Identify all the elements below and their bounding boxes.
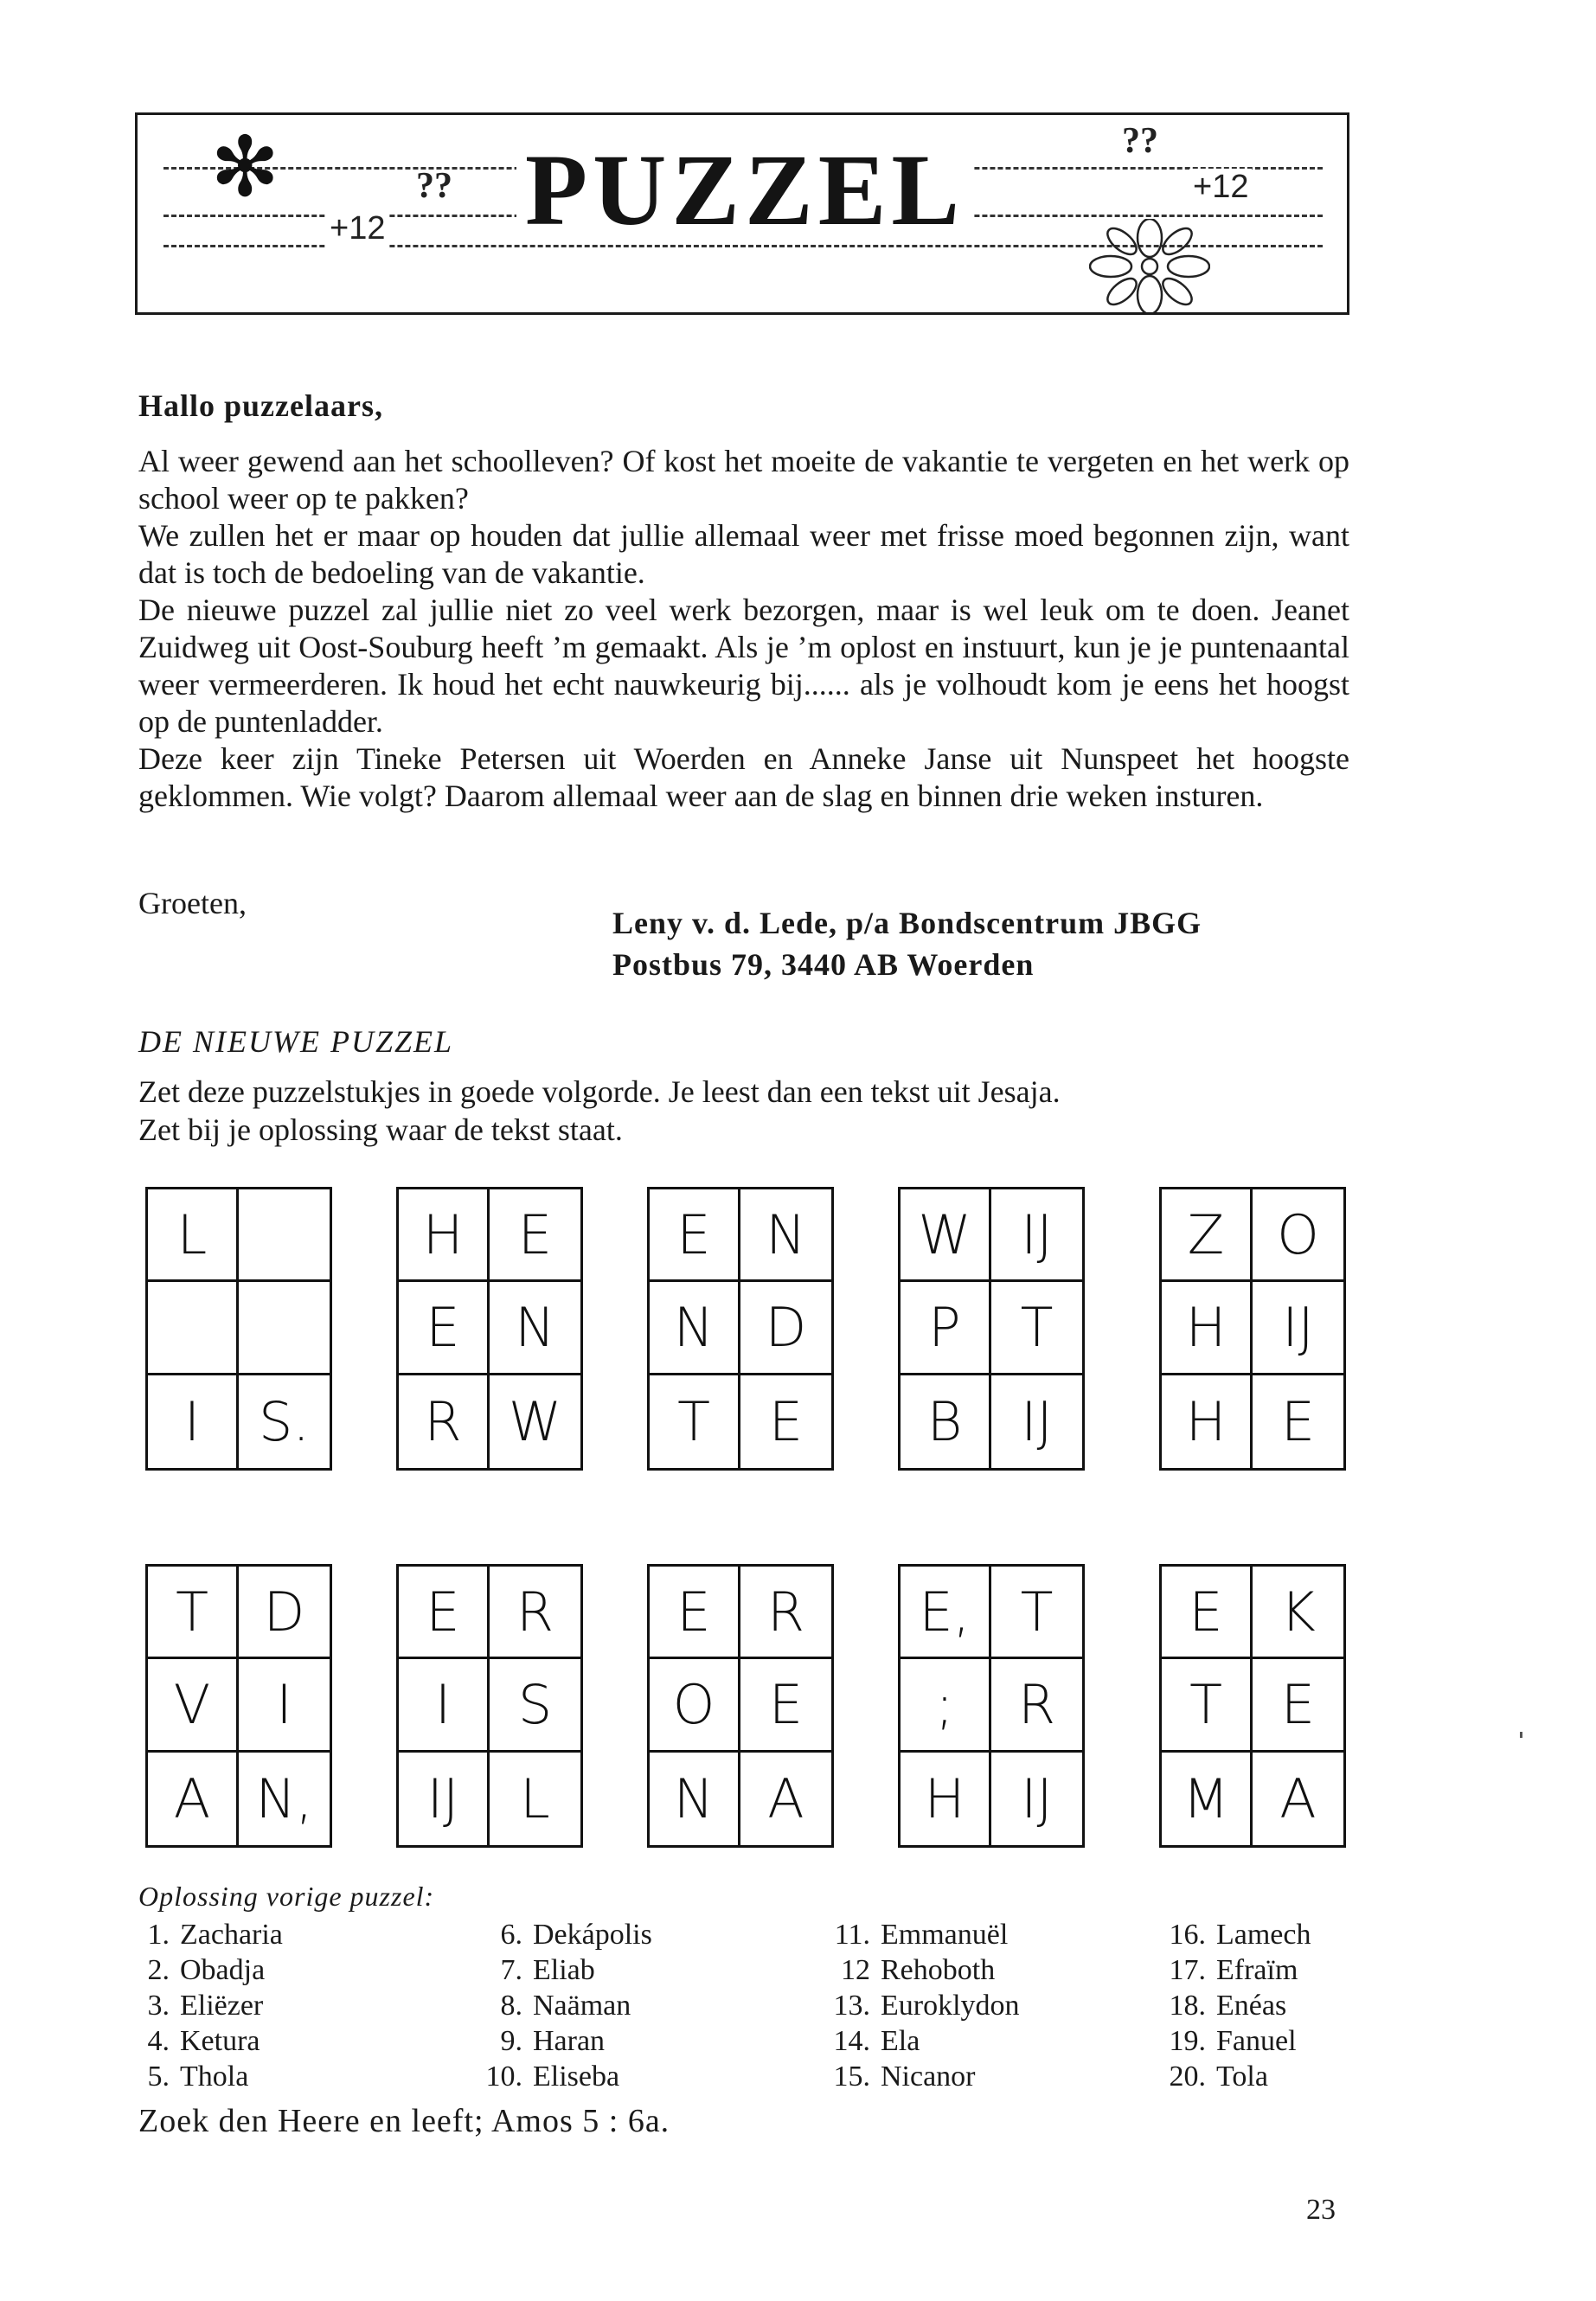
solution-number: 11. [834, 1919, 870, 1951]
solution-name: Efraïm [1216, 1954, 1298, 1986]
solution-number: 3. [147, 1990, 170, 2022]
solution-number: 14. [833, 2025, 870, 2057]
puzzle-cell: R [399, 1375, 490, 1468]
puzzle-cell: Z [1162, 1189, 1253, 1282]
puzzle-cell: P [901, 1282, 991, 1375]
solution-name: Enéas [1216, 1990, 1287, 2022]
puzzle-cell: H [1162, 1375, 1253, 1468]
letter-paragraph: We zullen het er maar op houden dat jullie allemaal weer met frisse moed begonnen zijn, want dat is toch de bedoeling van de vakantie. [138, 518, 1349, 590]
letter-closing: Groeten, [138, 886, 247, 920]
solution-item [474, 2059, 652, 2094]
puzzle-cell [239, 1282, 330, 1375]
solution-number: 2. [147, 1954, 170, 1986]
header-question-right: ?? [1122, 121, 1158, 161]
puzzle-cell: IJ [1253, 1282, 1343, 1375]
solution-item [822, 2059, 1020, 2094]
puzzle-cell: T [1162, 1659, 1253, 1752]
solution-item [1157, 2023, 1311, 2059]
puzzle-cell: H [399, 1189, 490, 1282]
puzzle-piece [898, 1564, 1085, 1848]
solution-name: Eliseba [533, 2061, 620, 2093]
puzzle-cell: K [1253, 1567, 1343, 1659]
puzzle-cell: T [991, 1567, 1082, 1659]
puzzle-heading: DE NIEUWE PUZZEL [138, 1024, 453, 1059]
solution-number: 15. [833, 2061, 870, 2093]
solution-item [822, 1988, 1020, 2023]
puzzle-cell: W [901, 1189, 991, 1282]
puzzle-cell [239, 1189, 330, 1282]
solution-number: 4. [147, 2025, 170, 2057]
puzzle-piece [396, 1187, 583, 1471]
solution-name: Emmanuël [881, 1919, 1009, 1951]
puzzle-cell: E [740, 1659, 831, 1752]
solution-name: Naäman [533, 1990, 631, 2022]
puzzle-cell: E [768, 1389, 804, 1453]
puzzle-piece [145, 1564, 332, 1848]
puzzle-piece [1159, 1187, 1346, 1471]
puzzle-cell: A [767, 1766, 804, 1830]
puzzle-cell: E, [901, 1567, 991, 1659]
instruction-line: Zet bij je oplossing waar de tekst staat. [138, 1112, 623, 1147]
solution-name: Eliab [533, 1954, 595, 1986]
solution-item [1157, 1952, 1311, 1988]
header-plus-left: +12 [326, 210, 388, 247]
puzzle-cell: E [1162, 1567, 1253, 1659]
puzzle-cell: E [650, 1189, 740, 1282]
puzzle-cell: O [650, 1659, 740, 1752]
solution-item [121, 1917, 283, 1952]
page-title: PUZZEL [516, 139, 973, 241]
solution-name: Lamech [1216, 1919, 1311, 1951]
puzzle-cell: E [490, 1189, 580, 1282]
puzzle-cell: D [239, 1567, 330, 1659]
puzzle-cell: IJ [399, 1753, 490, 1845]
solution-item [822, 2023, 1020, 2059]
puzzle-piece [396, 1564, 583, 1848]
puzzle-cell: L [148, 1189, 239, 1282]
puzzle-cell: IJ [1021, 1766, 1053, 1830]
asterisk-icon: ✻ [210, 119, 280, 215]
solution-item [121, 1988, 283, 2023]
solution-number: 6. [500, 1919, 522, 1951]
solution-name: Fanuel [1216, 2025, 1297, 2057]
solution-number: 1. [147, 1919, 170, 1951]
solution-item [474, 1988, 652, 2023]
puzzle-cell: IJ [991, 1189, 1082, 1282]
letter-paragraph: Deze keer zijn Tineke Petersen uit Woerden en Anneke Janse uit Nunspeet het hoogste geklommen. Wie volgt? Daarom allemaal weer aan de slag en binnen drie weken insturen. [138, 741, 1349, 813]
solution-name: Obadja [180, 1954, 266, 1986]
puzzle-cell: A [1279, 1766, 1317, 1830]
puzzle-cell: N [650, 1753, 740, 1845]
puzzle-cell: N [650, 1282, 740, 1375]
solution-item [1157, 1988, 1311, 2023]
puzzle-header-banner [135, 112, 1349, 315]
puzzle-cell: D [740, 1282, 831, 1375]
solution-number: 19. [1169, 2025, 1206, 2057]
puzzle-cell: E [1280, 1389, 1316, 1453]
puzzle-piece [647, 1187, 834, 1471]
puzzle-cell: M [1162, 1753, 1253, 1845]
solution-title: Oplossing vorige puzzel: [138, 1881, 435, 1912]
solution-item [121, 2059, 283, 2094]
puzzle-cell: I [148, 1375, 239, 1468]
puzzle-piece [145, 1187, 332, 1471]
letter-body [138, 443, 1349, 815]
solution-number: 5. [147, 2061, 170, 2093]
header-question-left: ?? [416, 166, 452, 206]
puzzle-cell: ; [901, 1659, 991, 1752]
solution-name: Nicanor [881, 2061, 976, 2093]
puzzle-cell: E [1253, 1659, 1343, 1752]
solution-column [1157, 1917, 1311, 2094]
header-plus-right: +12 [1189, 169, 1252, 206]
solution-name: Tola [1216, 2061, 1268, 2093]
puzzle-cell: E [399, 1567, 490, 1659]
puzzle-cell: W [508, 1389, 562, 1453]
solution-name: Eliëzer [180, 1990, 264, 2022]
puzzle-cell: R [490, 1567, 580, 1659]
solution-name: Euroklydon [881, 1990, 1020, 2022]
print-speck [1520, 1732, 1522, 1738]
puzzle-cell: E [399, 1282, 490, 1375]
flower-icon [1089, 219, 1210, 314]
puzzle-cell: H [1162, 1282, 1253, 1375]
puzzle-cell: N [490, 1282, 580, 1375]
solution-number: 10. [485, 2061, 522, 2093]
puzzle-cell: H [901, 1753, 991, 1845]
puzzle-cell: E [650, 1567, 740, 1659]
solution-item [1157, 2059, 1311, 2094]
solution-number: 9. [500, 2025, 522, 2057]
solution-number: 20. [1169, 2061, 1206, 2093]
puzzle-instructions [138, 1073, 1349, 1149]
puzzle-cell: S. [258, 1389, 311, 1453]
puzzle-cell: B [901, 1375, 991, 1468]
solution-number: 12 [841, 1954, 870, 1986]
solution-name: Dekápolis [533, 1919, 652, 1951]
solution-item [822, 1917, 1020, 1952]
letter-paragraph: Al weer gewend aan het schoolleven? Of kost het moeite de vakantie te vergeten en het werk op school weer op te pakken? [138, 444, 1349, 516]
puzzle-piece [647, 1564, 834, 1848]
signature-name: Leny v. d. Lede, p/a Bondscentrum JBGG [612, 906, 1202, 940]
solution-name: Thola [180, 2061, 249, 2093]
greeting: Hallo puzzelaars, [138, 388, 383, 423]
puzzle-cell: IJ [1021, 1389, 1053, 1453]
puzzle-cell: T [991, 1282, 1082, 1375]
solution-number: 18. [1169, 1990, 1206, 2022]
puzzle-cell: N [740, 1189, 831, 1282]
solution-name: Ela [881, 2025, 920, 2057]
solution-number: 16. [1169, 1919, 1206, 1951]
solution-number: 8. [500, 1990, 522, 2022]
solution-number: 7. [500, 1954, 522, 1986]
instruction-line: Zet deze puzzelstukjes in goede volgorde. Je leest dan een tekst uit Jesaja. [138, 1074, 1061, 1109]
puzzle-cell: A [148, 1753, 239, 1845]
puzzle-cell: R [740, 1567, 831, 1659]
bible-verse: Zoek den Heere en leeft; Amos 5 : 6a. [138, 2103, 670, 2139]
letter-paragraph: De nieuwe puzzel zal jullie niet zo veel werk bezorgen, maar is wel leuk om te doen. Jeanet Zuidweg uit Oost-Souburg heeft ’m gemaakt. Als je ’m oplost en instuurt, kun je je puntenaantal weer vermeerderen. Ik houd het echt nauwkeurig bij...... als je volhoudt kom je eens het hoogst op de puntenladder. [138, 593, 1349, 739]
solution-item [121, 1952, 283, 1988]
puzzle-cell: L [520, 1766, 550, 1830]
solution-item [1157, 1917, 1311, 1952]
solution-column [474, 1917, 652, 2094]
solution-column [822, 1917, 1020, 2094]
puzzle-cell: T [650, 1375, 740, 1468]
puzzle-piece [898, 1187, 1085, 1471]
solution-item [121, 2023, 283, 2059]
solution-name: Zacharia [180, 1919, 283, 1951]
puzzle-cell [148, 1282, 239, 1375]
puzzle-cell: S [490, 1659, 580, 1752]
solution-item [474, 1917, 652, 1952]
signature-address: Postbus 79, 3440 AB Woerden [612, 947, 1035, 982]
puzzle-cell: V [148, 1659, 239, 1752]
puzzle-cell: O [1253, 1189, 1343, 1282]
puzzle-cell: T [148, 1567, 239, 1659]
solution-name: Ketura [180, 2025, 260, 2057]
solution-item [474, 2023, 652, 2059]
signature-block [612, 902, 1202, 985]
solution-column [121, 1917, 283, 2094]
solution-name: Rehoboth [881, 1954, 996, 1986]
solution-item [822, 1952, 1020, 1988]
puzzle-piece [1159, 1564, 1346, 1848]
solution-item [474, 1952, 652, 1988]
page-number: 23 [1306, 2194, 1336, 2226]
solution-number: 17. [1169, 1954, 1206, 1986]
puzzle-cell: N, [255, 1766, 313, 1830]
puzzle-cell: R [991, 1659, 1082, 1752]
puzzle-cell: I [239, 1659, 330, 1752]
solution-name: Haran [533, 2025, 606, 2057]
solution-number: 13. [833, 1990, 870, 2022]
puzzle-cell: I [399, 1659, 490, 1752]
